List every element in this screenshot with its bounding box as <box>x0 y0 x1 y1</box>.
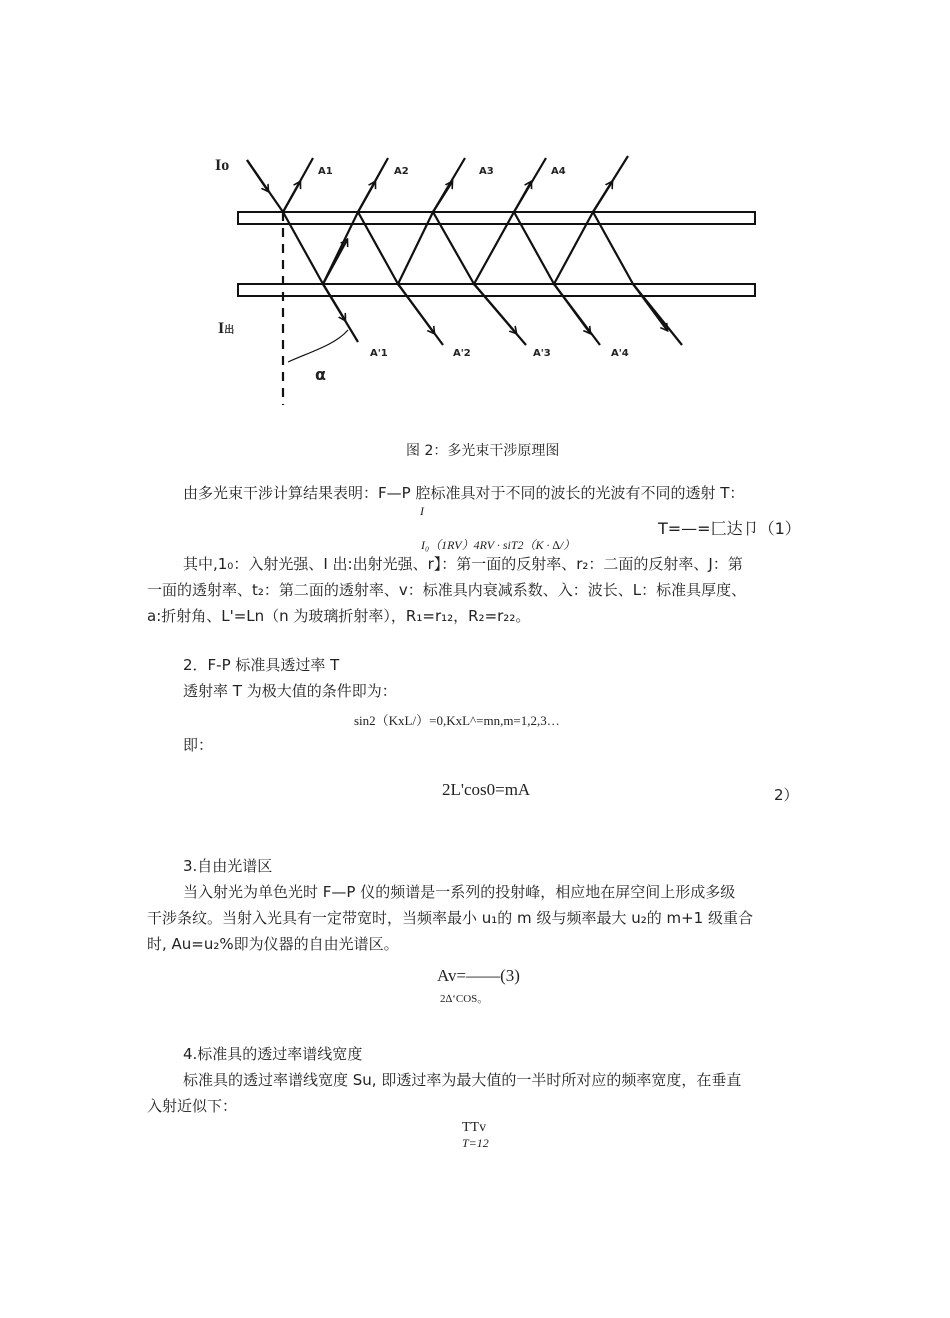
eq3-bottom: 2∆‘COS。 <box>440 993 489 1005</box>
incident-label: Io <box>215 157 230 174</box>
section4-line-1: 标准具的透过率谱线宽度 Su, 即透过率为最大值的一半时所对应的频率宽度，在垂直 <box>183 1071 742 1089</box>
out-label <box>218 320 234 338</box>
alpha-label: α <box>315 365 326 384</box>
bottom-label-a3: A'3 <box>533 348 551 359</box>
section3-heading: 3.自由光谱区 <box>183 857 273 875</box>
eq1-right: T=—=匚达卩（1） <box>658 519 801 538</box>
definitions-line-1: 其中,1₀：入射光强、I 出:出射光强、r】：第一面的反射率、r₂：二面的反射率、J：第 <box>183 555 743 573</box>
section2-line: 透射率 T 为极大值的条件即为： <box>183 682 397 700</box>
section2-heading: 2．F-P 标准具透过率 T <box>183 656 340 674</box>
angle-arc <box>288 330 348 362</box>
section4-heading: 4.标准具的透过率谱线宽度 <box>183 1045 363 1063</box>
out-label-sub: 出 <box>224 325 235 336</box>
definitions-line-3: a:折射角、L'=Ln（n 为玻璃折射率），R₁=r₁₂，R₂=r₂₂。 <box>147 607 531 625</box>
section2-formula: sin2（KxL/）=0,KxL^=mn,m=1,2,3… <box>354 713 560 728</box>
eq4-top: TTv <box>462 1120 487 1135</box>
lower-plate <box>238 284 755 296</box>
top-label-a3: A3 <box>479 166 494 177</box>
section4-line-2: 入射近似下： <box>147 1097 238 1115</box>
section2-ji: 即： <box>183 736 214 754</box>
eq4-bottom: T=12 <box>462 1136 489 1150</box>
out-label-main: I <box>218 320 225 337</box>
eq2: 2L'cos0=mA <box>442 780 531 799</box>
bottom-label-a2: A'2 <box>453 348 471 359</box>
top-label-a2: A2 <box>394 166 409 177</box>
bottom-label-a4: A'4 <box>611 348 629 359</box>
intro-line: 由多光束干涉计算结果表明：F—P 腔标准具对于不同的波长的光波有不同的透射 T： <box>183 484 745 502</box>
eq3-top: Av=——(3) <box>437 966 520 985</box>
eq1-numerator: I <box>420 504 424 518</box>
bottom-label-a1: A'1 <box>370 348 388 359</box>
multi-beam-interference-diagram <box>200 140 770 420</box>
eq1-denominator: I₀（1RV）4RV · siT2（K · ∆/） <box>421 538 576 552</box>
figure-caption: 图 2：多光束干涉原理图 <box>406 443 560 459</box>
upper-plate <box>238 212 755 224</box>
eq2-number: 2） <box>774 786 799 804</box>
section3-line-1: 当入射光为单色光时 F—P 仪的频谱是一系列的投射峰，相应地在屏空间上形成多级 <box>183 883 736 901</box>
section3-line-2: 干涉条纹。当射入光具有一定带宽时，当频率最小 u₁的 m 级与频率最大 u₂的 m+1 级重合 <box>147 909 753 927</box>
top-label-a4: A4 <box>551 166 566 177</box>
top-label-a1: A1 <box>318 166 333 177</box>
definitions-line-2: 一面的透射率、t₂：第二面的透射率、v：标准具内衰减系数、入：波长、L：标准具厚度、 <box>147 581 747 599</box>
section3-line-3: 时, Au=u₂%即为仪器的自由光谱区。 <box>147 935 399 953</box>
